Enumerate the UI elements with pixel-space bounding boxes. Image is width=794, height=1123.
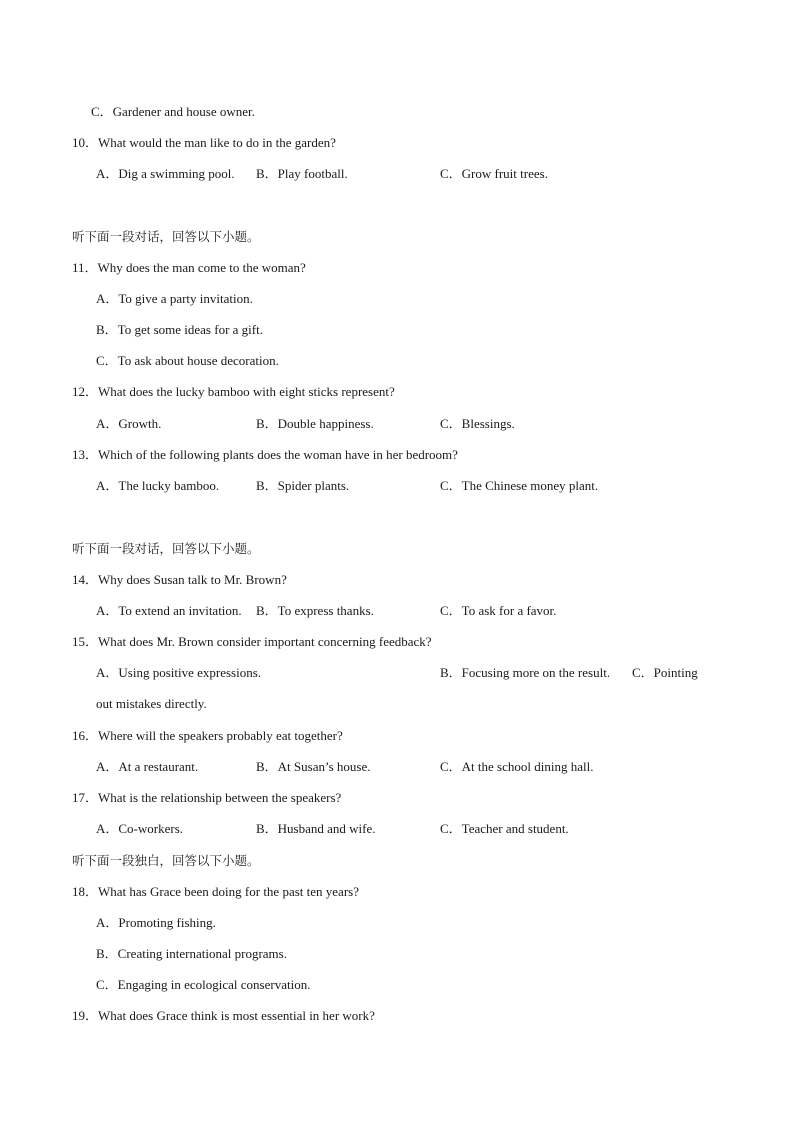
q16-option-c: C．At the school dining hall. [440,759,594,774]
q18-option-a: A．Promoting fishing. [96,915,216,930]
q13-option-c: C．The Chinese money plant. [440,478,599,493]
q19-stem: 19．What does Grace think is most essential in her work? [72,1008,375,1023]
q14-option-a: A．To extend an invitation. [96,603,242,618]
q17-option-b: B．Husband and wife. [256,821,376,836]
q13-option-b: B．Spider plants. [256,478,350,493]
q16-option-a: A．At a restaurant. [96,759,199,774]
q11-option-c: C．To ask about house decoration. [96,353,279,368]
section-heading-monologue: 听下面一段独白，回答以下小题。 [72,853,260,868]
section-heading-dialogue-2: 听下面一段对话，回答以下小题。 [72,541,260,556]
q10-option-a: A．Dig a swimming pool. [96,166,235,181]
q17-option-a: A．Co-workers. [96,821,184,836]
q11-stem: 11．Why does the man come to the woman? [72,260,306,275]
q11-option-b: B．To get some ideas for a gift. [96,322,263,337]
q15-option-b: B．Focusing more on the result. [440,665,611,680]
q12-option-b: B．Double happiness. [256,416,374,431]
q12-option-c: C．Blessings. [440,416,515,431]
section-heading-dialogue-1: 听下面一段对话，回答以下小题。 [72,229,260,244]
q18-option-b: B．Creating international programs. [96,946,287,961]
q15-stem: 15．What does Mr. Brown consider important concerning feedback? [72,634,432,649]
q17-stem: 17．What is the relationship between the speakers? [72,790,342,805]
q10-stem: 10．What would the man like to do in the garden? [72,135,336,150]
q14-option-b: B．To express thanks. [256,603,374,618]
q12-option-a: A．Growth. [96,416,162,431]
q15-option-c-start: C．Pointing [632,665,698,680]
q16-option-b: B．At Susan’s house. [256,759,371,774]
q12-stem: 12．What does the lucky bamboo with eight sticks represent? [72,384,395,399]
q15-option-a: A．Using positive expressions. [96,665,262,680]
q14-stem: 14．Why does Susan talk to Mr. Brown? [72,572,287,587]
q14-option-c: C．To ask for a favor. [440,603,557,618]
q18-stem: 18．What has Grace been doing for the past ten years? [72,884,359,899]
q10-option-c: C．Grow fruit trees. [440,166,548,181]
q11-option-a: A．To give a party invitation. [96,291,253,306]
q18-option-c: C．Engaging in ecological conservation. [96,977,311,992]
q16-stem: 16．Where will the speakers probably eat together? [72,728,343,743]
q15-option-c-end: out mistakes directly. [96,696,207,711]
q10-option-b: B．Play football. [256,166,348,181]
q13-stem: 13．Which of the following plants does the woman have in her bedroom? [72,447,458,462]
q9-option-c: C．Gardener and house owner. [91,104,255,119]
q13-option-a: A．The lucky bamboo. [96,478,220,493]
q17-option-c: C．Teacher and student. [440,821,569,836]
